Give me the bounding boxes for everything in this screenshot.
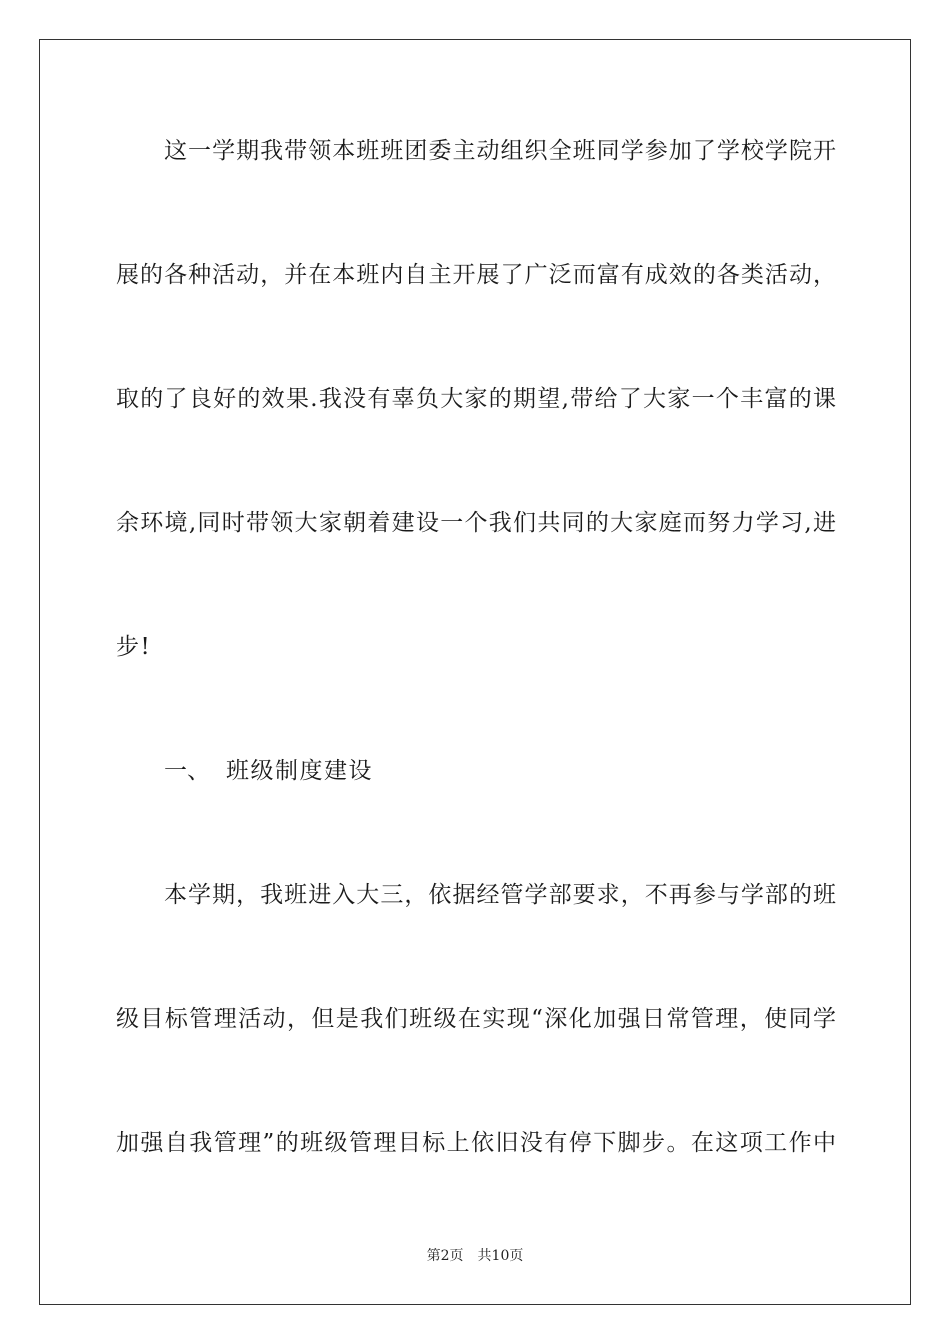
paragraph-line: 步! [116, 634, 152, 660]
section-title: 班级制度建设 [226, 758, 373, 784]
paragraph-line: 加强自我管理”的班级管理目标上依旧没有停下脚步。在这项工作中 [116, 1130, 836, 1156]
page-number: 第2页 [426, 1248, 464, 1264]
page-frame [39, 39, 911, 1305]
paragraph-line: 级目标管理活动，但是我们班级在实现“深化加强日常管理，使同学 [116, 1006, 836, 1032]
paragraph-line: 取的了良好的效果.我没有辜负大家的期望,带给了大家一个丰富的课 [116, 386, 836, 412]
paragraph-line: 本学期，我班进入大三，依据经管学部要求，不再参与学部的班 [164, 882, 836, 908]
section-number: 一、 [164, 758, 210, 784]
page-footer [0, 1246, 950, 1266]
paragraph-line: 展的各种活动，并在本班内自主开展了广泛而富有成效的各类活动， [116, 262, 836, 288]
paragraph-line: 余环境,同时带领大家朝着建设一个我们共同的大家庭而努力学习,进 [116, 510, 836, 536]
page-total: 共10页 [477, 1248, 524, 1264]
paragraph-line: 这一学期我带领本班班团委主动组织全班同学参加了学校学院开 [164, 138, 836, 164]
